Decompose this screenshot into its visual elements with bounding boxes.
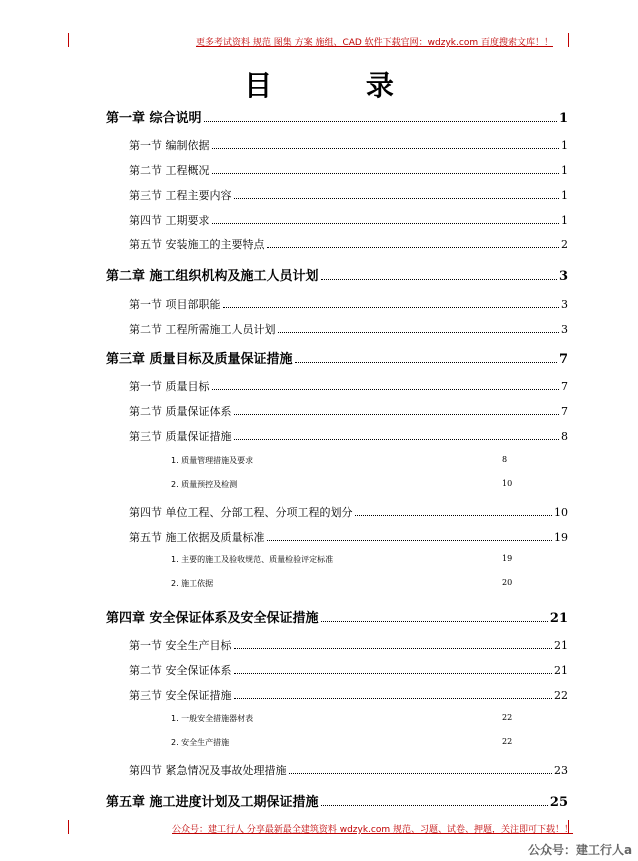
toc-section-page: 8 — [561, 430, 568, 443]
toc-chapter-row[interactable] — [106, 607, 568, 626]
toc-section-row[interactable] — [129, 403, 568, 419]
toc-section-row[interactable] — [129, 137, 568, 153]
toc-chapter-row[interactable] — [106, 791, 568, 810]
toc-item-page: 8 — [502, 455, 508, 464]
toc-dot-leader — [267, 246, 560, 248]
toc-section-page: 19 — [554, 531, 568, 544]
toc-section-label: 第二节 质量保证体系 — [129, 405, 232, 418]
footer-note[interactable]: 公众号：建工行人 分享最新最全建筑资料 wdzyk.com 规范、习题、试卷、押题，关注即可下载！！ — [172, 825, 574, 835]
toc-item-label[interactable]: 2. 施工依据 — [171, 579, 214, 588]
header-bar-right — [568, 33, 569, 47]
toc-section-row[interactable] — [129, 296, 568, 312]
toc-chapter-row[interactable] — [106, 265, 568, 284]
toc-dot-leader — [234, 438, 560, 440]
page-title: 目 录 — [244, 69, 436, 102]
toc-section-row[interactable] — [129, 187, 568, 203]
toc-item-label[interactable]: 1. 主要的施工及验收规范、质量检验评定标准 — [171, 555, 334, 564]
toc-item-page: 22 — [502, 737, 513, 746]
toc-chapter-page: 1 — [558, 111, 568, 126]
toc-chapter-row[interactable] — [106, 107, 568, 126]
toc-section-page: 1 — [561, 164, 568, 177]
toc-dot-leader — [204, 120, 557, 122]
toc-section-page: 22 — [554, 689, 568, 702]
toc-dot-leader — [234, 197, 560, 199]
toc-chapter-page: 21 — [549, 611, 568, 626]
toc-section-row[interactable] — [129, 212, 568, 228]
toc-dot-leader — [295, 361, 557, 363]
toc-section-label: 第一节 项目部职能 — [129, 298, 221, 311]
toc-section-row[interactable] — [129, 236, 568, 252]
toc-dot-leader — [278, 331, 560, 333]
toc-chapter-label: 第四章 安全保证体系及安全保证措施 — [106, 611, 319, 626]
toc-section-page: 23 — [554, 764, 568, 777]
toc-section-row[interactable] — [129, 662, 568, 678]
header-bar-left — [68, 33, 69, 47]
toc-chapter-page: 3 — [558, 269, 568, 284]
toc-section-row[interactable] — [129, 162, 568, 178]
toc-section-label: 第二节 工程概况 — [129, 164, 210, 177]
toc-dot-leader — [234, 697, 553, 699]
toc-chapter-page: 7 — [558, 352, 568, 367]
toc-section-label: 第四节 紧急情况及事故处理措施 — [129, 764, 287, 777]
toc-dot-leader — [234, 672, 553, 674]
toc-section-page: 21 — [554, 664, 568, 677]
toc-section-row[interactable] — [129, 321, 568, 337]
toc-section-page: 10 — [554, 506, 568, 519]
toc-section-label: 第二节 工程所需施工人员计划 — [129, 323, 276, 336]
toc-chapter-label: 第二章 施工组织机构及施工人员计划 — [106, 269, 319, 284]
toc-section-page: 7 — [561, 380, 568, 393]
toc-item-label[interactable]: 2. 安全生产措施 — [171, 738, 230, 747]
toc-section-label: 第四节 工期要求 — [129, 214, 210, 227]
toc-item-page: 20 — [502, 578, 513, 587]
toc-section-page: 1 — [561, 214, 568, 227]
watermark: 公众号：建工行人a — [528, 843, 633, 857]
toc-chapter-label: 第五章 施工进度计划及工期保证措施 — [106, 795, 319, 810]
toc-section-page: 3 — [561, 323, 568, 336]
toc-dot-leader — [321, 278, 557, 280]
toc-section-label: 第二节 安全保证体系 — [129, 664, 232, 677]
toc-section-row[interactable] — [129, 529, 568, 545]
toc-section-page: 1 — [561, 189, 568, 202]
toc-section-page: 7 — [561, 405, 568, 418]
toc-section-row[interactable] — [129, 687, 568, 703]
toc-section-label: 第三节 质量保证措施 — [129, 430, 232, 443]
toc-item-label[interactable]: 1. 一般安全措施器材表 — [171, 714, 254, 723]
toc-section-label: 第三节 工程主要内容 — [129, 189, 232, 202]
toc-chapter-label: 第三章 质量目标及质量保证措施 — [106, 352, 293, 367]
toc-dot-leader — [267, 539, 553, 541]
toc-section-row[interactable] — [129, 428, 568, 444]
footer-bar-left — [68, 820, 69, 834]
toc-section-label: 第一节 编制依据 — [129, 139, 210, 152]
toc-item-page: 19 — [502, 554, 513, 563]
toc-section-page: 2 — [561, 238, 568, 251]
toc-dot-leader — [212, 147, 560, 149]
toc-item-page: 10 — [502, 479, 513, 488]
toc-section-label: 第五节 安装施工的主要特点 — [129, 238, 265, 251]
toc-section-row[interactable] — [129, 637, 568, 653]
toc-dot-leader — [234, 413, 560, 415]
toc-dot-leader — [355, 514, 553, 516]
toc-dot-leader — [212, 222, 560, 224]
toc-section-row[interactable] — [129, 378, 568, 394]
toc-section-label: 第四节 单位工程、分部工程、分项工程的划分 — [129, 506, 353, 519]
toc-section-page: 21 — [554, 639, 568, 652]
toc-section-label: 第一节 安全生产目标 — [129, 639, 232, 652]
toc-dot-leader — [321, 620, 548, 622]
toc-item-page: 22 — [502, 713, 513, 722]
toc-section-label: 第五节 施工依据及质量标准 — [129, 531, 265, 544]
toc-item-label[interactable]: 2. 质量预控及检测 — [171, 480, 238, 489]
toc-chapter-page: 25 — [549, 795, 568, 810]
toc-section-label: 第一节 质量目标 — [129, 380, 210, 393]
toc-section-page: 3 — [561, 298, 568, 311]
toc-item-label[interactable]: 1. 质量管理措施及要求 — [171, 456, 254, 465]
toc-chapter-label: 第一章 综合说明 — [106, 111, 202, 126]
toc-chapter-row[interactable] — [106, 348, 568, 367]
toc-section-row[interactable] — [129, 762, 568, 778]
toc-section-label: 第三节 安全保证措施 — [129, 689, 232, 702]
toc-dot-leader — [212, 388, 560, 390]
toc-dot-leader — [289, 772, 553, 774]
toc-dot-leader — [223, 306, 560, 308]
toc-section-row[interactable] — [129, 504, 568, 520]
toc-dot-leader — [234, 647, 553, 649]
toc-section-page: 1 — [561, 139, 568, 152]
toc-dot-leader — [212, 172, 560, 174]
toc-dot-leader — [321, 804, 548, 806]
header-note[interactable]: 更多考试资料 规范 图集 方案 施组、CAD 软件下载官网：wdzyk.com 百度搜索文库！！ — [196, 38, 553, 48]
